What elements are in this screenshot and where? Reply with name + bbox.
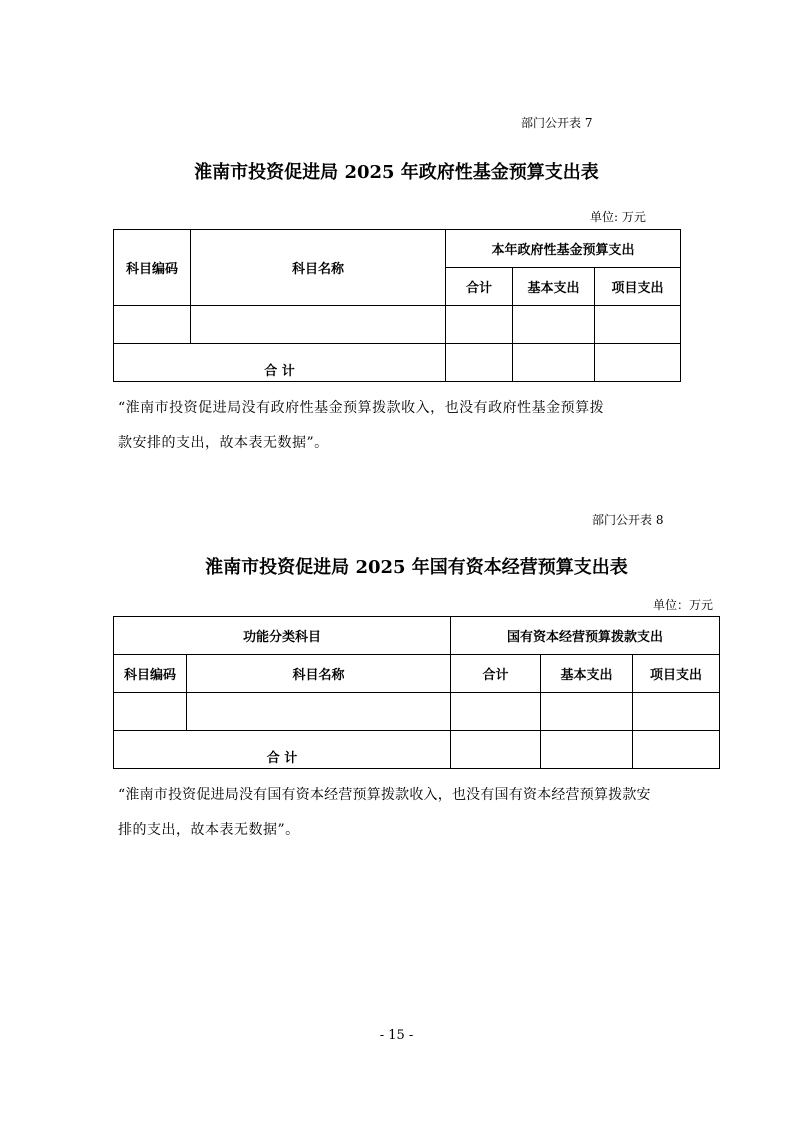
table8-header-basic: 基本支出 [541, 655, 633, 693]
table8-label: 部门公开表 8 [592, 513, 664, 527]
table7-note-line2: 款安排的支出，故本表无数据”。 [118, 435, 329, 451]
page-number: - 15 - [379, 1028, 414, 1043]
table7-total-row [114, 344, 681, 382]
table7-total-label: 合 计 [114, 344, 446, 382]
table7-cell [595, 344, 681, 382]
table8-title: 淮南市投资促进局 2025 年国有资本经营预算支出表 [205, 557, 628, 578]
table7-title: 淮南市投资促进局 2025 年政府性基金预算支出表 [194, 162, 599, 183]
table7-header-group: 本年政府性基金预算支出 [446, 230, 681, 268]
table7-cell [191, 306, 446, 344]
table8-header-total: 合计 [451, 655, 541, 693]
table8-header-project: 项目支出 [633, 655, 720, 693]
table8-cell [451, 693, 541, 731]
table8-note-line1: “淮南市投资促进局没有国有资本经营预算拨款收入，也没有国有资本经营预算拨款安 [118, 787, 651, 803]
table8-header-func-group: 功能分类科目 [114, 617, 451, 655]
table8-total-row [114, 731, 720, 769]
table7-cell [513, 306, 595, 344]
table8-cell [633, 693, 720, 731]
table7-cell [513, 344, 595, 382]
table8-note-line2: 排的支出，故本表无数据”。 [118, 822, 300, 838]
table-row [114, 693, 720, 731]
table8-cell [541, 693, 633, 731]
table7-header-code: 科目编码 [114, 230, 191, 306]
table8-header-group: 国有资本经营预算拨款支出 [451, 617, 720, 655]
table7-label: 部门公开表 7 [521, 116, 593, 130]
table7-header-project: 项目支出 [595, 268, 681, 306]
table8-header-code: 科目编码 [114, 655, 187, 693]
table8-cell [187, 693, 451, 731]
table8-cell [633, 731, 720, 769]
table-row [114, 306, 681, 344]
table8-cell [541, 731, 633, 769]
table7-unit: 单位: 万元 [590, 210, 646, 224]
table8-cell [114, 693, 187, 731]
table8-total-label: 合 计 [114, 731, 451, 769]
table7-header-name: 科目名称 [191, 230, 446, 306]
table7-cell [114, 306, 191, 344]
table8-cell [451, 731, 541, 769]
table7 [113, 229, 681, 382]
table8-header-name: 科目名称 [187, 655, 451, 693]
table8-unit: 单位：万元 [653, 598, 714, 612]
table7-cell [446, 344, 513, 382]
table7-cell [595, 306, 681, 344]
table7-cell [446, 306, 513, 344]
table7-header-basic: 基本支出 [513, 268, 595, 306]
table7-header-total: 合计 [446, 268, 513, 306]
table8 [113, 616, 720, 769]
table7-note-line1: “淮南市投资促进局没有政府性基金预算拨款收入，也没有政府性基金预算拨 [118, 400, 605, 416]
